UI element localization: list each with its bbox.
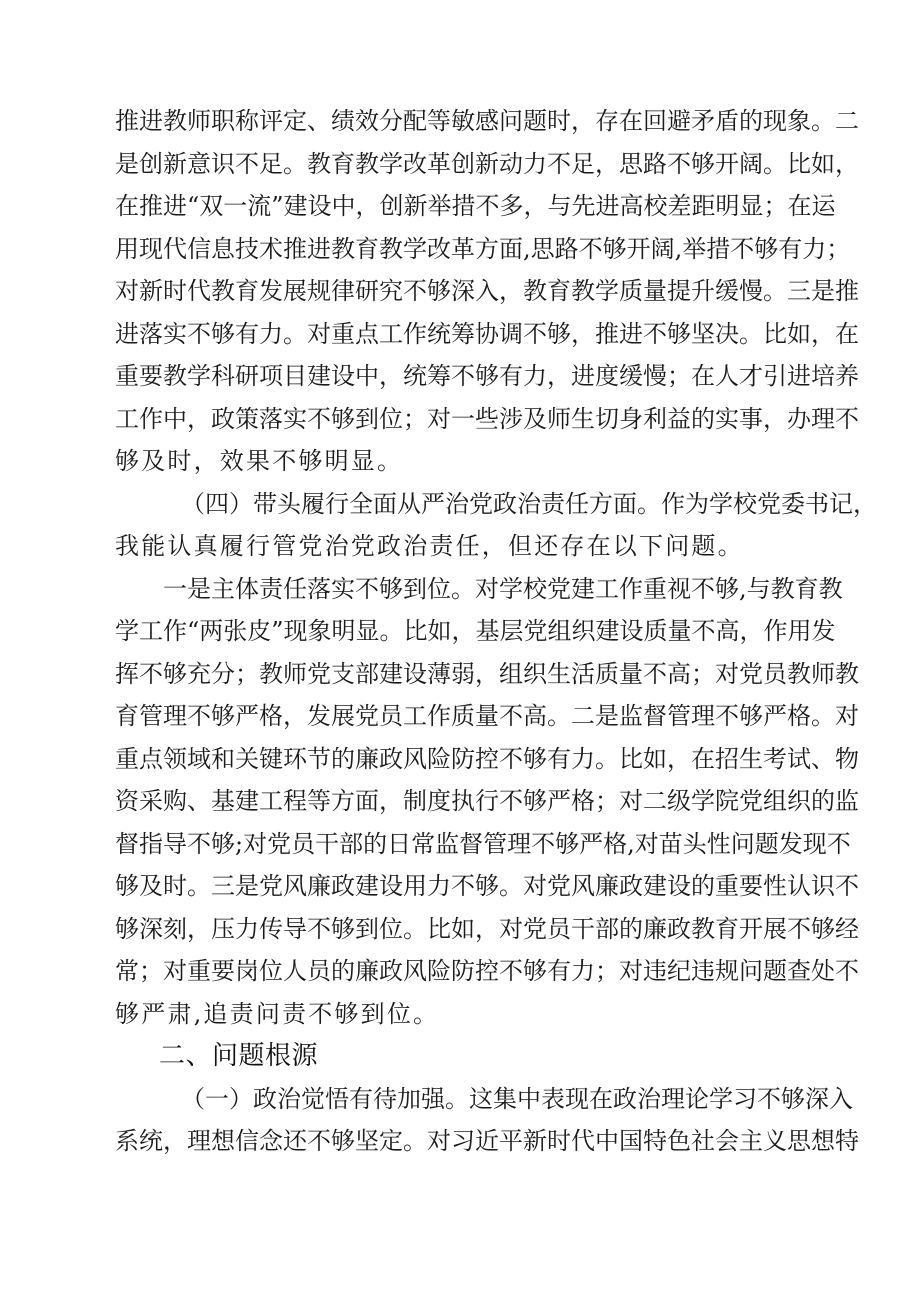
text-line: 育管理不够严格，发展党员工作质量不高。二是监督管理不够严格。对 (115, 702, 859, 730)
text-line: 我能认真履行管党治党政治责任，但还存在以下问题。 (115, 532, 744, 560)
text-line: （四）带头履行全面从严治党政治责任方面。作为学校党委书记， (181, 489, 877, 518)
text-line: 常；对重要岗位人员的廉政风险防控不够有力；对违纪违规问题查处不 (115, 957, 859, 985)
text-line: 够及时，效果不够明显。 (115, 447, 404, 475)
text-line: 够及时。三是党风廉政建设用力不够。对党风廉政建设的重要性认识不 (115, 872, 859, 900)
text-line: 在推进“双一流”建设中，创新举措不多，与先进高校差距明显；在运 (115, 192, 836, 220)
text-line: 一是主体责任落实不够到位。对学校党建工作重视不够,与教育教 (163, 574, 843, 603)
text-line: 是创新意识不足。教育教学改革创新动力不足，思路不够开阔。比如， (115, 149, 859, 178)
text-line: 资采购、基建工程等方面，制度执行不够严格；对二级学院党组织的监 (115, 787, 859, 815)
text-line: 够严肃,追责问责不够到位。 (115, 999, 440, 1028)
text-line: 督指导不够;对党员干部的日常监督管理不够严格,对苗头性问题发现不 (115, 829, 851, 858)
text-line: （一）政治觉悟有待加强。这集中表现在政治理论学习不够深入 (181, 1084, 853, 1113)
text-line: 进落实不够有力。对重点工作统筹协调不够，推进不够坚决。比如，在 (115, 319, 859, 348)
text-line: 工作中，政策落实不够到位；对一些涉及师生切身利益的实事，办理不 (115, 404, 859, 433)
text-line: 挥不够充分；教师党支部建设薄弱，组织生活质量不高；对党员教师教 (115, 659, 859, 688)
text-line: 学工作“两张皮”现象明显。比如，基层党组织建设质量不高，作用发 (115, 617, 836, 645)
text-line: 对新时代教育发展规律研究不够深入，教育教学质量提升缓慢。三是推 (115, 277, 859, 305)
text-line: 用现代信息技术推进教育教学改革方面,思路不够开阔,举措不够有力； (115, 234, 851, 263)
text-line: 系统，理想信念还不够坚定。对习近平新时代中国特色社会主义思想特 (115, 1127, 859, 1155)
text-line: 够深刻，压力传导不够到位。比如，对党员干部的廉政教育开展不够经 (115, 914, 859, 943)
text-line: 推进教师职称评定、绩效分配等敏感问题时，存在回避矛盾的现象。二 (115, 107, 859, 135)
text-line: 重点领域和关键环节的廉政风险防控不够有力。比如，在招生考试、物 (115, 744, 859, 773)
text-line: 重要教学科研项目建设中，统筹不够有力，进度缓慢；在人才引进培养 (115, 362, 859, 390)
section-heading: 二、问题根源 (159, 1041, 319, 1071)
